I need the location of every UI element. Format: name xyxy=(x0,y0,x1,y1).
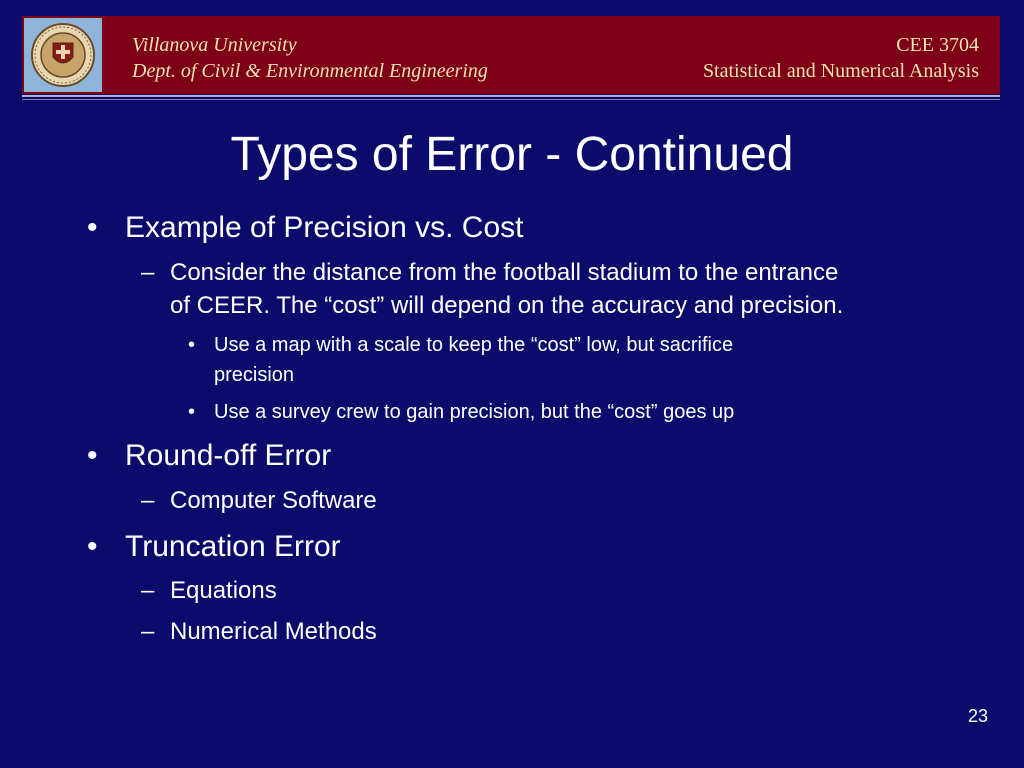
dash-marker: – xyxy=(141,487,155,514)
dash-marker: – xyxy=(141,259,155,286)
bullet-level2-text: Equations xyxy=(170,577,277,604)
bullet-marker: • xyxy=(87,530,98,563)
dash-marker: – xyxy=(141,577,155,604)
bullet-level2-text: Numerical Methods xyxy=(170,618,377,645)
bullet-level1-text: Round-off Error xyxy=(125,439,332,472)
bullet-level3-text: Use a map with a scale to keep the “cost” low, but sacrifice xyxy=(214,334,734,356)
bullet-marker: • xyxy=(87,439,98,472)
course-code: CEE 3704 xyxy=(896,34,979,56)
bullet-level1-text: Example of Precision vs. Cost xyxy=(125,211,524,244)
bullet-level1-text: Truncation Error xyxy=(125,530,341,563)
bullet-level3-text-cont: precision xyxy=(214,364,295,386)
bullet-level2-text: Computer Software xyxy=(170,487,377,514)
slide-title: Types of Error - Continued xyxy=(230,128,794,181)
bullet-marker: • xyxy=(87,211,98,244)
page-number: 23 xyxy=(967,706,988,726)
course-title: Statistical and Numerical Analysis xyxy=(702,60,979,82)
bullet-level2-text-cont: of CEER. The “cost” will depend on the accuracy and precision. xyxy=(170,292,844,319)
university-name: Villanova University xyxy=(132,34,297,56)
bullet-marker-small: • xyxy=(188,334,196,356)
bullet-marker-small: • xyxy=(188,401,196,423)
bullet-level3-text: Use a survey crew to gain precision, but the “cost” goes up xyxy=(214,401,735,423)
department-name: Dept. of Civil & Environmental Engineering xyxy=(132,60,488,82)
dash-marker: – xyxy=(141,618,155,645)
bullet-level2-text: Consider the distance from the football stadium to the entrance xyxy=(170,259,839,286)
